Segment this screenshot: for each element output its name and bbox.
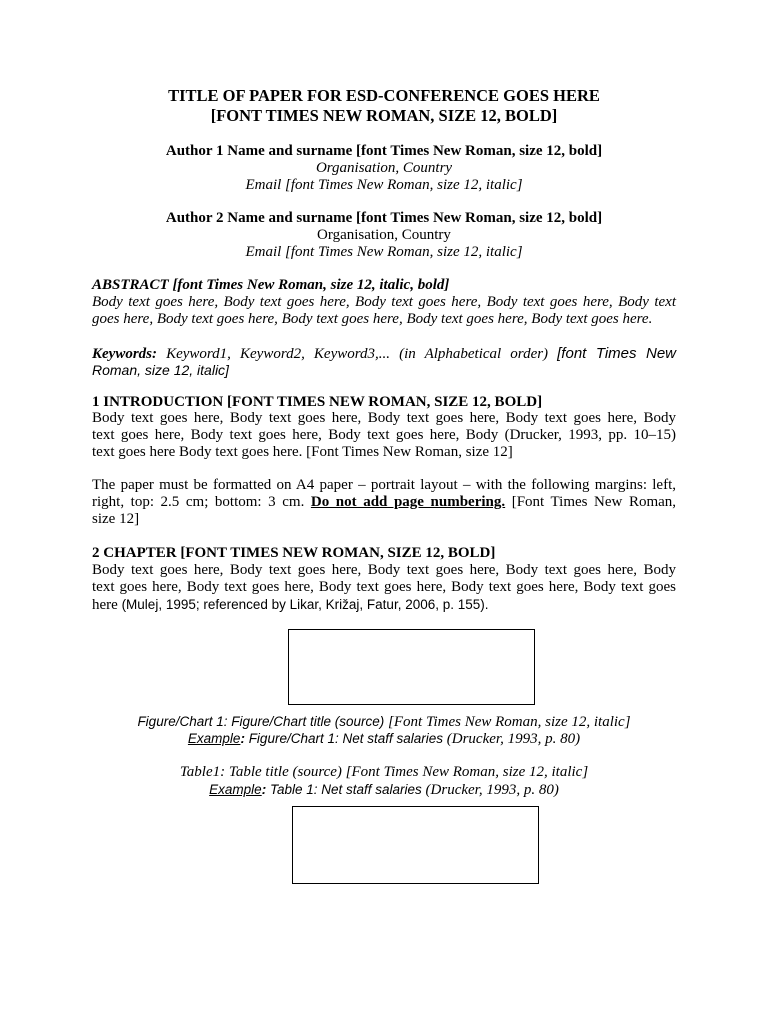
author-1-name: Author 1 Name and surname [font Times New Roman, size 12, bold] xyxy=(165,143,603,159)
margins-text: right, top: 2.5 cm; bottom: 3 cm. xyxy=(92,494,305,510)
table-caption: Table1: Table title (source) [Font Times New Roman, size 12, italic] xyxy=(179,764,589,780)
section-2-body-line-1: Body text goes here, Body text goes here, Body text goes here, Body text goes here, Body xyxy=(92,562,676,578)
figure-example-source: (Drucker, 1993, p. 80) xyxy=(446,731,581,747)
figure-caption-title: Figure/Chart 1: Figure/Chart title (source) xyxy=(137,714,385,729)
table-example-colon: : xyxy=(261,782,267,797)
section-2-heading: 2 CHAPTER [FONT TIMES NEW ROMAN, SIZE 12, BOLD] xyxy=(92,545,496,561)
section-2-body-line-2: text goes here, Body text goes here, Body text goes here, Body text goes here, Body text goes xyxy=(92,579,676,595)
formatting-note-line-3: size 12] xyxy=(92,511,140,527)
keywords-values: Keyword1, Keyword2, Keyword3,... (in Alphabetical order) xyxy=(166,346,549,362)
section-1-body-line-2: text goes here, Body text goes here, Body text goes here, Body (Drucker, 1993, pp. 10–15) xyxy=(92,427,676,443)
table-example-text: Table 1: Net staff salaries xyxy=(269,782,422,797)
figure-caption-font-note: [Font Times New Roman, size 12, italic] xyxy=(388,714,631,730)
section-2-body-text: here xyxy=(92,597,118,613)
table-example-label: Example xyxy=(209,782,262,797)
figure-example-colon: : xyxy=(240,731,245,746)
author-1-email: Email [font Times New Roman, size 12, italic] xyxy=(245,177,523,193)
formatting-note-line-2 xyxy=(92,493,676,512)
author-2-organisation: Organisation, Country xyxy=(317,227,451,243)
table-example-source: (Drucker, 1993, p. 80) xyxy=(425,782,559,798)
font-note: [Font Times New Roman, xyxy=(511,494,677,510)
author-1-organisation: Organisation, Country xyxy=(315,160,453,176)
paper-title-line-2: [FONT TIMES NEW ROMAN, SIZE 12, BOLD] xyxy=(210,106,558,125)
table-example-caption xyxy=(0,780,768,800)
formatting-note-line-1: The paper must be formatted on A4 paper – portrait layout – with the following margins: left, xyxy=(92,477,676,493)
keywords-label: Keywords: xyxy=(92,346,157,362)
author-2-name: Author 2 Name and surname [font Times New Roman, size 12, bold] xyxy=(165,210,603,226)
section-2-body-line-3 xyxy=(92,595,489,615)
abstract-body-line-2: goes here, Body text goes here, Body text goes here, Body text goes here, Body text goes here. xyxy=(92,311,653,327)
paper-title-line-1: TITLE OF PAPER FOR ESD-CONFERENCE GOES HERE xyxy=(168,86,600,105)
figure-example-caption xyxy=(0,729,768,749)
section-1-heading: 1 INTRODUCTION [FONT TIMES NEW ROMAN, SIZE 12, BOLD] xyxy=(92,394,543,410)
figure-example-label: Example xyxy=(187,731,241,746)
figure-placeholder-box xyxy=(288,629,535,705)
section-2-citation: (Mulej, 1995; referenced by Likar, Križaj, Fatur, 2006, p. 155). xyxy=(121,597,489,612)
abstract-body-line-1: Body text goes here, Body text goes here, Body text goes here, Body text goes here, Body text xyxy=(92,294,676,310)
section-1-body-line-1: Body text goes here, Body text goes here, Body text goes here, Body text goes here, Body xyxy=(92,410,676,426)
table-placeholder-box xyxy=(292,806,539,884)
section-1-body-line-3: text goes here Body text goes here. [Font Times New Roman, size 12] xyxy=(92,444,513,460)
no-page-numbering-notice: Do not add page numbering. xyxy=(310,494,506,510)
figure-example-text: Figure/Chart 1: Net staff salaries xyxy=(248,731,444,746)
abstract-heading: ABSTRACT [font Times New Roman, size 12, italic, bold] xyxy=(92,277,450,293)
keywords-note-continued: Roman, size 12, italic] xyxy=(92,362,229,378)
keywords-note: [font Times New xyxy=(557,345,677,362)
author-2-email: Email [font Times New Roman, size 12, italic] xyxy=(245,244,523,260)
